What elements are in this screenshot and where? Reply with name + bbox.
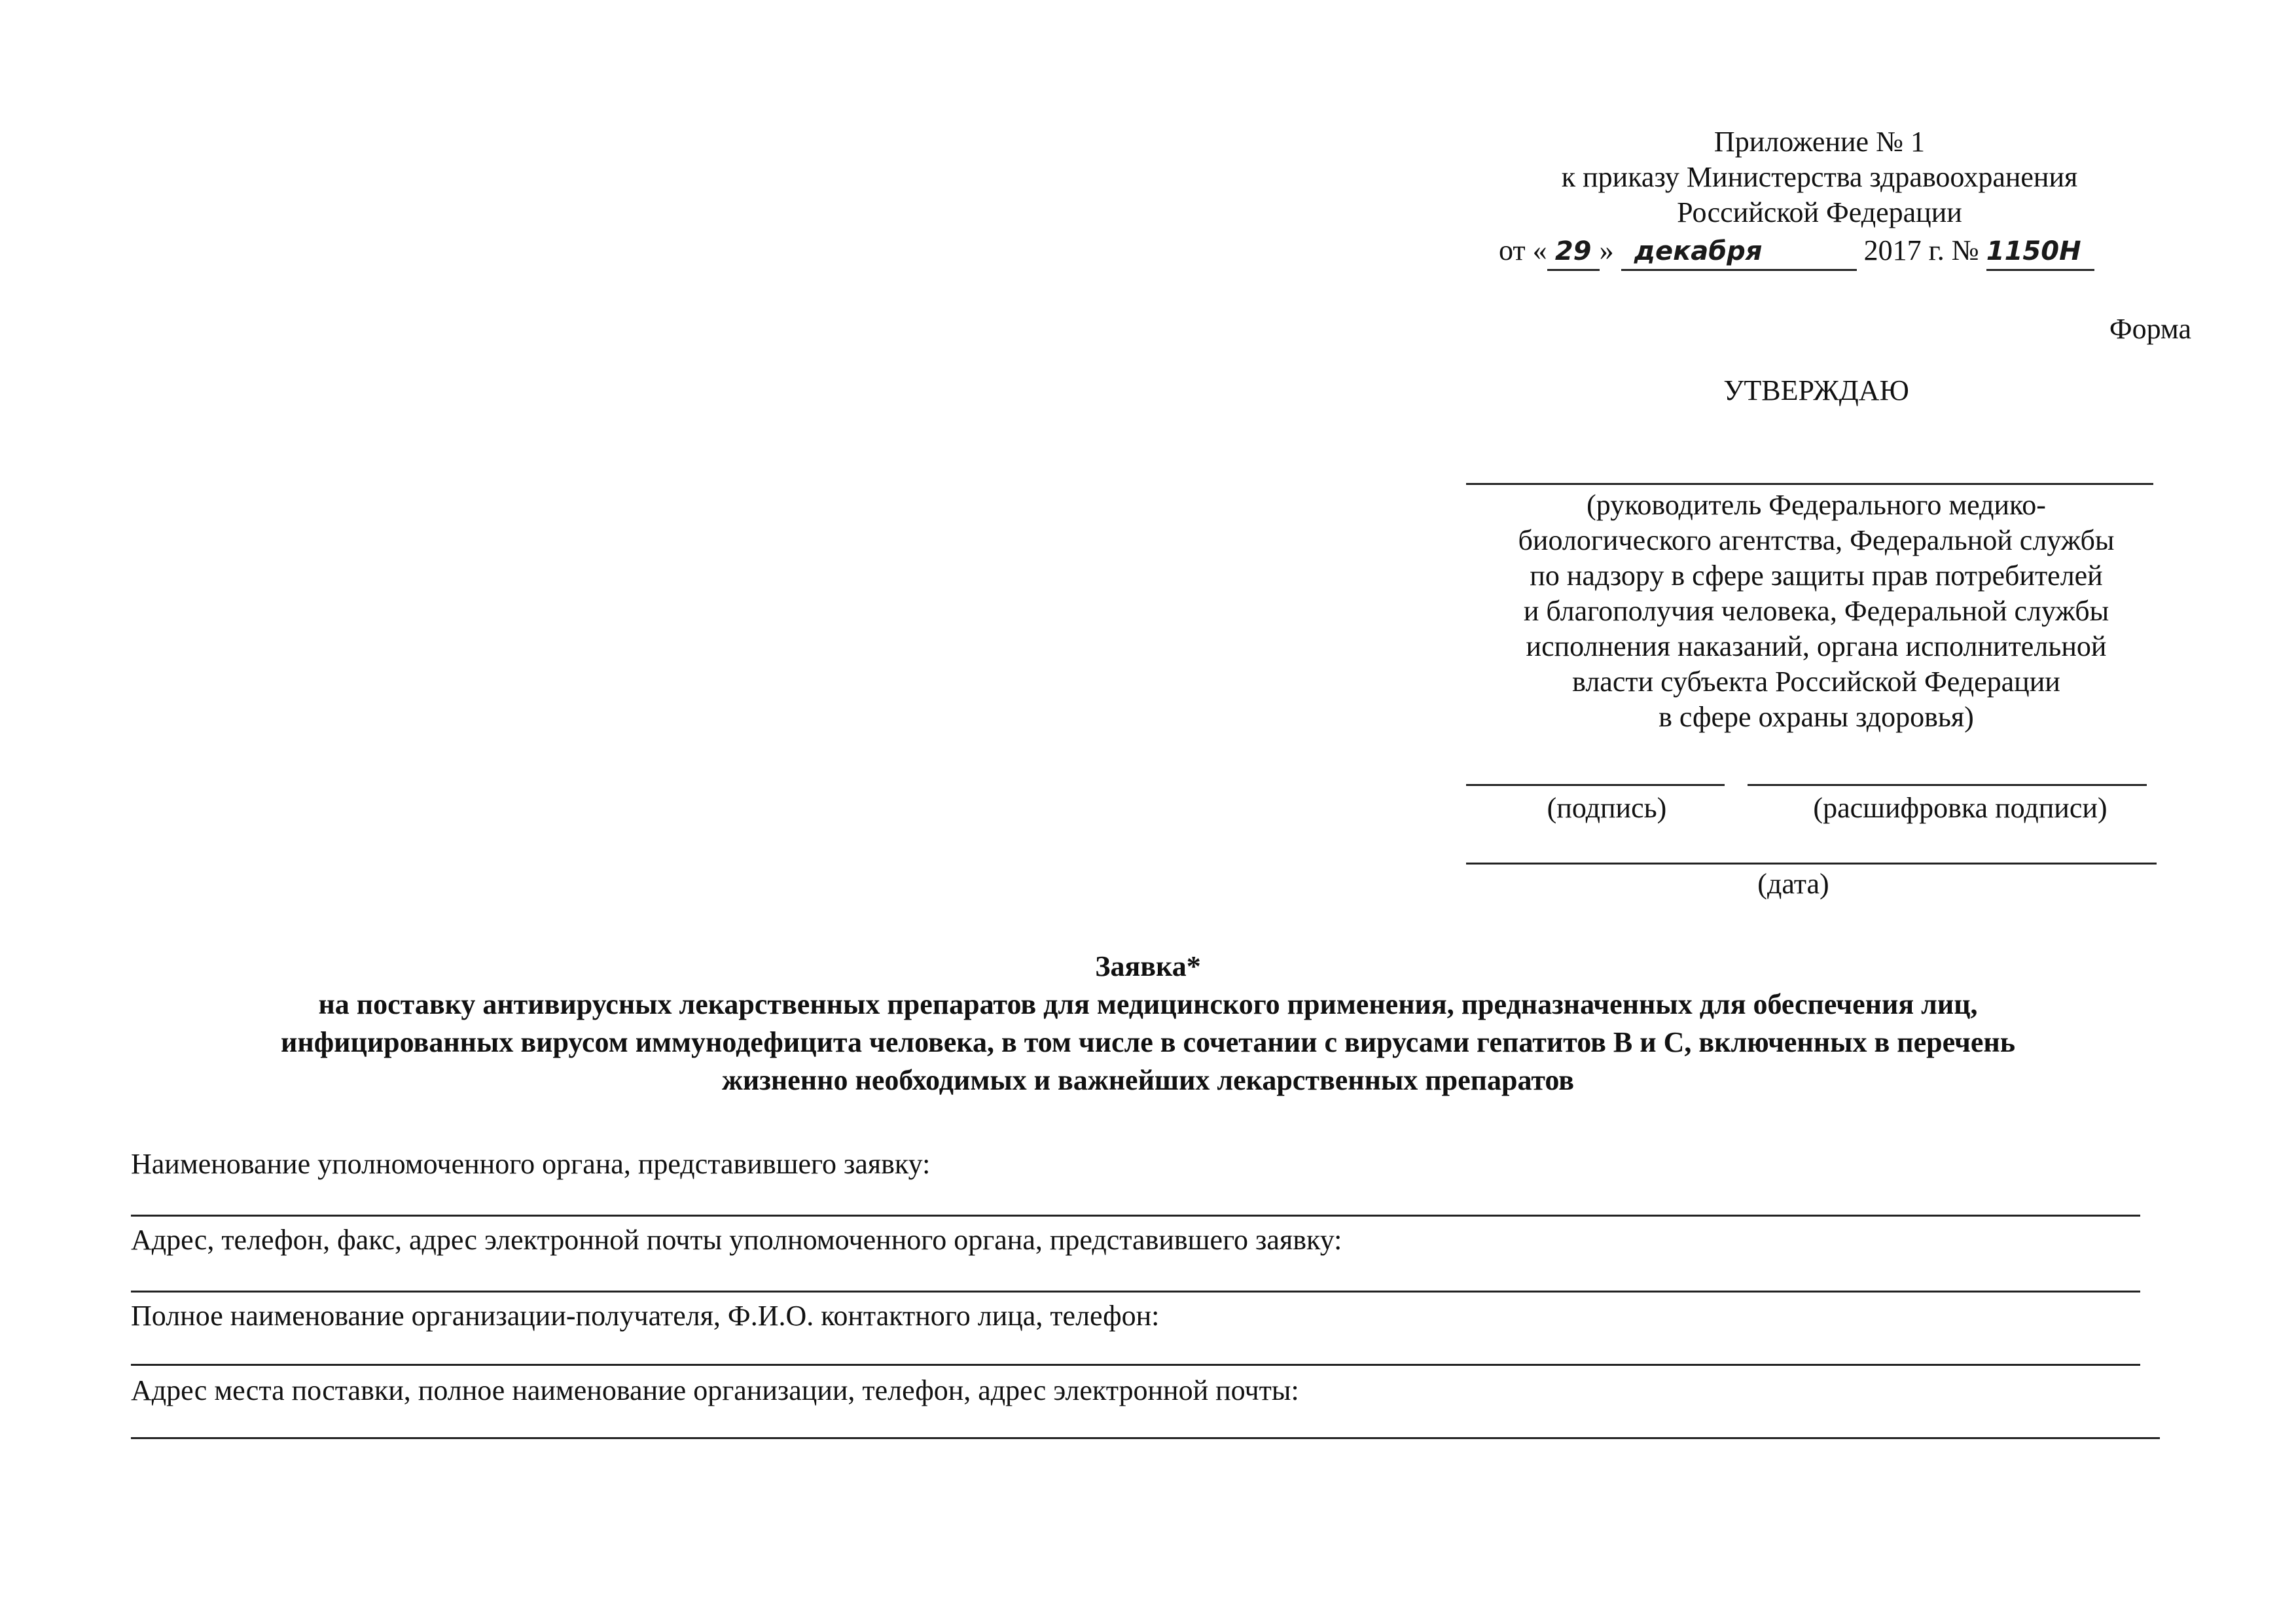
order-date-line (1499, 233, 2094, 271)
appendix-country: Российской Федерации (1677, 196, 1962, 228)
signature-decoding-line (1748, 784, 2147, 786)
signature-caption: (подпись) (1547, 792, 1667, 824)
appendix-number: Приложение № 1 (1713, 126, 1926, 158)
field-authority-name-label: Наименование уполномоченного органа, представившего заявку: (131, 1148, 931, 1180)
order-day: 29 (1547, 234, 1600, 271)
order-year: 2017 г. № (1863, 234, 1979, 266)
approver-position-caption: (руководитель Федерального медико- биологического агентства, Федеральной службы по надзору в сфере защиты прав потребителей и благополучия человека, Федеральной службы исполнения наказаний, органа исполнительной власти субъекта Российской Федерации в сфере охраны здоровья) (1518, 489, 2115, 733)
approver-position-line (1466, 483, 2153, 485)
date-line (1466, 863, 2157, 865)
field-delivery-address-line[interactable] (131, 1437, 2160, 1439)
request-subtitle: на поставку антивирусных лекарственных препаратов для медицинского применения, предназначенных для обеспечения лиц, инфицированных вирусом иммунодефицита человека, в том числе в сочетании с вирусами гепатитов В и С, включенных в перечень жизненно необходимых и важнейших лекарственных препаратов (280, 988, 2015, 1096)
field-authority-name-line[interactable] (131, 1215, 2140, 1217)
signature-line (1466, 784, 1725, 786)
field-recipient-line[interactable] (131, 1364, 2140, 1366)
request-title: Заявка* (1095, 950, 1201, 982)
order-number: 1150Н (1986, 234, 2094, 271)
date-prefix: от « (1499, 234, 1547, 266)
date-close-quote: » (1599, 234, 1614, 266)
field-recipient-label: Полное наименование организации-получателя, Ф.И.О. контактного лица, телефон: (131, 1300, 1160, 1332)
order-month: декабря (1621, 234, 1857, 271)
approve-title: УТВЕРЖДАЮ (1723, 374, 1909, 406)
field-authority-contacts-label: Адрес, телефон, факс, адрес электронной почты уполномоченного органа, представившего заявку: (131, 1224, 1342, 1256)
form-label: Форма (2109, 313, 2191, 345)
appendix-order-ref: к приказу Министерства здравоохранения (1561, 161, 2078, 193)
field-delivery-address-label: Адрес места поставки, полное наименование организации, телефон, адрес электронной почты: (131, 1374, 1299, 1406)
signature-decoding-caption: (расшифровка подписи) (1813, 792, 2108, 824)
field-authority-contacts-line[interactable] (131, 1291, 2140, 1293)
date-caption: (дата) (1757, 868, 1829, 900)
